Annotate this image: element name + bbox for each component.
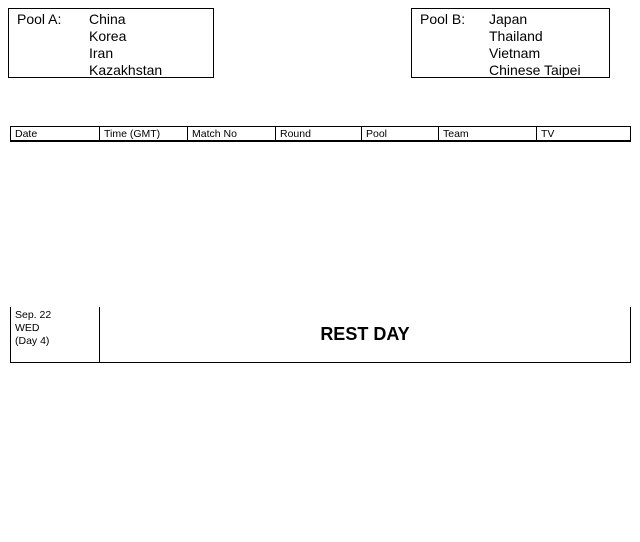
- rest-day-label: REST DAY: [100, 307, 631, 362]
- pool-a-box: [8, 8, 214, 78]
- pool-a-team: Korea: [89, 28, 127, 44]
- column-header: Team: [439, 127, 537, 142]
- date-text: Sep. 22: [15, 309, 52, 322]
- weekday-text: WED: [15, 322, 40, 335]
- pool-b-team: Japan: [489, 11, 528, 27]
- pool-b-team: Vietnam: [489, 45, 541, 61]
- day-number-text: (Day 4): [15, 335, 50, 348]
- pool-b-label: Pool B:: [420, 11, 466, 27]
- day-group: [11, 307, 631, 362]
- column-header: Pool: [362, 127, 439, 142]
- day-group: [11, 196, 631, 251]
- pool-b-box: [411, 8, 610, 78]
- column-header: Time (GMT): [100, 127, 188, 142]
- day-group: [11, 418, 631, 473]
- pool-a-team: Iran: [89, 45, 114, 61]
- day-group: [11, 252, 631, 307]
- date-cell: [11, 307, 100, 362]
- column-header: TV: [537, 127, 631, 142]
- column-header: Match No: [188, 127, 276, 142]
- day-group: [11, 141, 631, 196]
- column-header: Round: [276, 127, 362, 142]
- pool-b-team: Thailand: [489, 28, 543, 44]
- pool-a-teams: [89, 11, 162, 79]
- column-header: Date: [11, 127, 100, 142]
- pool-b-teams: [489, 11, 581, 79]
- pool-b-team: Chinese Taipei: [489, 62, 581, 78]
- day-group: [11, 473, 631, 528]
- pool-a-team: China: [89, 11, 126, 27]
- pool-a-team: Kazakhstan: [89, 62, 163, 78]
- day-group: [11, 362, 631, 417]
- schedule-table: [10, 126, 631, 529]
- table-header-row: [11, 127, 631, 142]
- pool-a-label: Pool A:: [17, 11, 62, 27]
